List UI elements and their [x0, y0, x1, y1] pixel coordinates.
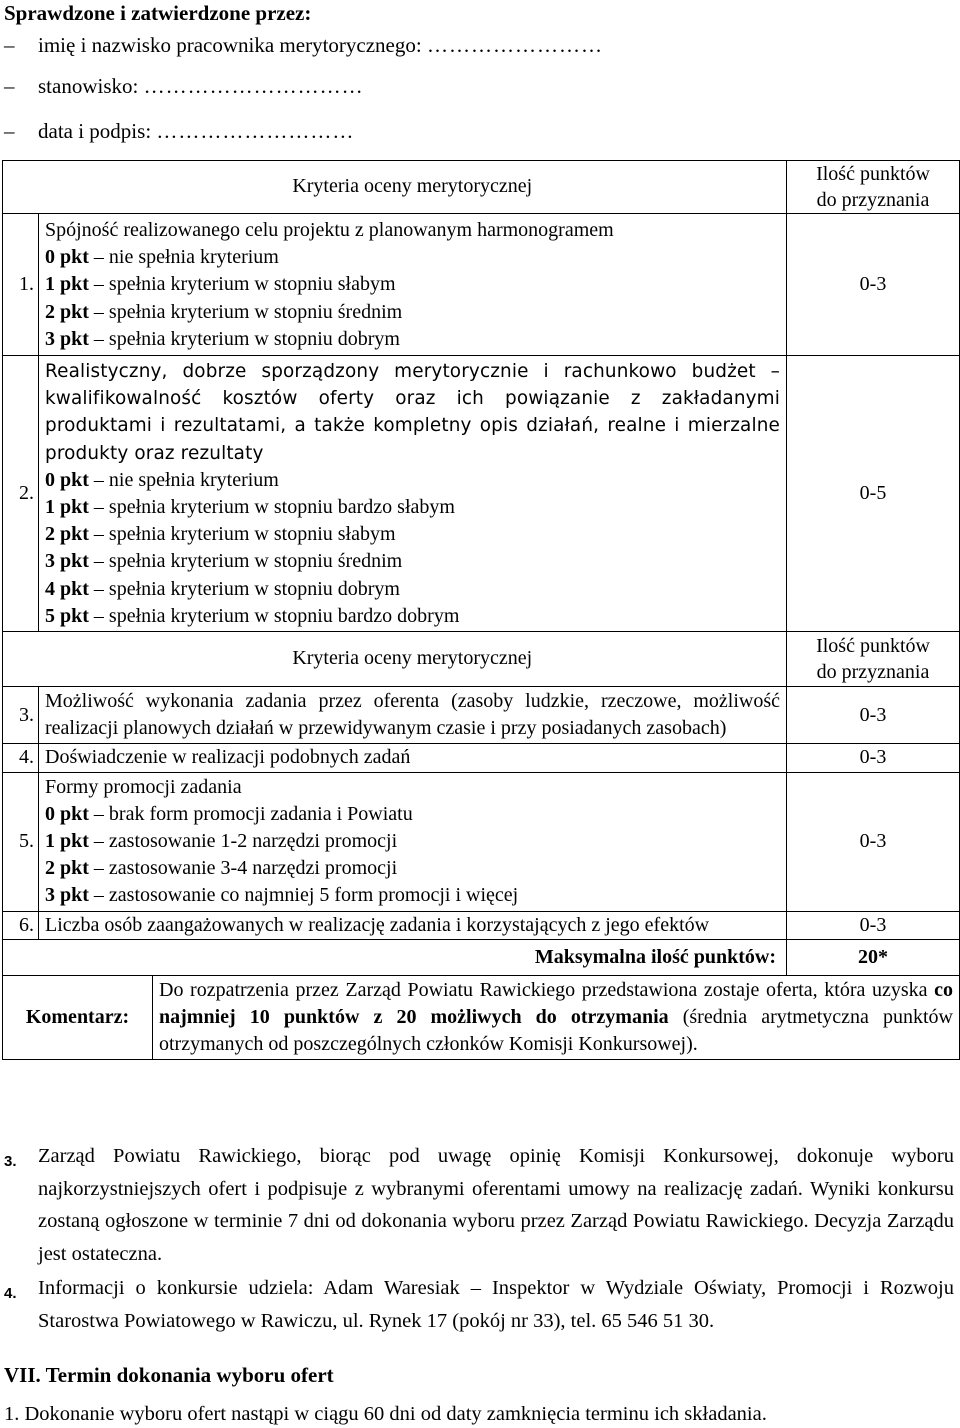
- scale-line: [45, 855, 780, 882]
- criteria-header: Kryteria oceny merytorycznej: [39, 161, 787, 214]
- criterion-cell: [39, 356, 787, 632]
- header-num-cell: [3, 632, 39, 687]
- points-header-line: do przyznania: [816, 661, 930, 684]
- scale-line: [45, 828, 780, 855]
- criterion-title: Formy promocji zadania: [45, 775, 242, 798]
- comment-text-bold: co najmniej 10 punktów z 20 możliwych do otrzymania: [159, 978, 954, 1029]
- criterion-description: Realistyczny, dobrze sporządzony merytorycznie i rachunkowo budżet – kwalifikowalność kosztów oferty oraz ich powiązanie z zakładanymi produktami i rezultatami, a także kompletny opis działań, realne i mierzalne produkty oraz rezultaty: [45, 361, 781, 464]
- criterion-description: Możliwość wykonania zadania przez oferenta (zasoby ludzkie, rzeczowe, możliwość realizacji planowych działań w przewidywanym czasie i przy posiadanych zasobach): [45, 690, 781, 740]
- scale-points: 3 pkt: [45, 550, 89, 573]
- dash-bullet: –: [4, 74, 15, 98]
- criteria-header: Kryteria oceny merytorycznej: [39, 632, 787, 687]
- table-row: [3, 356, 960, 632]
- scale-line: [45, 521, 780, 548]
- paragraph-number: 4.: [4, 1285, 17, 1302]
- scale-points: 2 pkt: [45, 857, 89, 880]
- points-cell: 0-3: [787, 687, 960, 744]
- scale-points: 0 pkt: [45, 802, 89, 825]
- approval-line-label: data i podpis:: [38, 119, 152, 143]
- scale-line: [45, 576, 780, 603]
- table-row: [3, 772, 960, 911]
- row-number: 4.: [3, 744, 39, 772]
- max-points-value: 20*: [787, 939, 960, 975]
- scale-text: – spełnia kryterium w stopniu słabym: [93, 523, 396, 546]
- scale-line: [45, 299, 780, 326]
- scale-points: 3 pkt: [45, 327, 89, 350]
- criterion-cell: [39, 687, 787, 744]
- scale-line: [45, 244, 780, 271]
- criteria-header-row: [3, 632, 960, 687]
- header-num-cell: [3, 161, 39, 214]
- scale-text: – nie spełnia kryterium: [93, 468, 279, 491]
- criterion-cell: [39, 911, 787, 939]
- paragraph-number: 3.: [4, 1153, 17, 1170]
- scale-line: [45, 494, 780, 521]
- scale-line: [45, 603, 780, 630]
- fill-in-dots: ……………………: [426, 33, 603, 57]
- criteria-table: [2, 160, 960, 1060]
- scale-line: [45, 326, 780, 353]
- scale-points: 1 pkt: [45, 830, 89, 853]
- scale-text: – spełnia kryterium w stopniu dobrym: [93, 577, 400, 600]
- approval-line-label: imię i nazwisko pracownika merytorycznego:: [38, 33, 422, 57]
- scale-points: 3 pkt: [45, 884, 89, 907]
- row-number: 5.: [3, 772, 39, 911]
- scale-points: 0 pkt: [45, 246, 89, 269]
- row-number: 3.: [3, 687, 39, 744]
- scale-points: 1 pkt: [45, 496, 89, 519]
- scale-points: 4 pkt: [45, 577, 89, 600]
- points-cell: 0-5: [787, 356, 960, 632]
- criterion-description: Liczba osób zaangażowanych w realizację zadania i korzystających z jego efektów: [45, 913, 710, 936]
- criterion-cell: [39, 772, 787, 911]
- max-points-row: [3, 939, 960, 975]
- table-row: [3, 744, 960, 772]
- approval-line-date-signature: [4, 118, 354, 144]
- scale-line: [45, 882, 780, 909]
- scale-text: – zastosowanie 3-4 narzędzi promocji: [93, 857, 398, 880]
- scale-text: – spełnia kryterium w stopniu dobrym: [93, 327, 400, 350]
- points-header-line: Ilość punktów: [816, 635, 930, 658]
- approval-line-name: [4, 32, 603, 58]
- comment-text-post: (średnia arytmetyczna punktów otrzymanych od poszczególnych członków Komisji Konkursowej).: [159, 1006, 953, 1056]
- paragraph-text: Informacji o konkursie udziela: Adam Waresiak – Inspektor w Wydziale Oświaty, Promocji i Rozwoju Starostwa Powiatowego w Rawiczu, ul. Rynek 17 (pokój nr 33), tel. 65 546 51 30.: [38, 1277, 954, 1332]
- scale-line: [45, 467, 780, 494]
- scale-line: [45, 271, 780, 298]
- points-header-line: do przyznania: [816, 189, 930, 211]
- points-header: [787, 161, 960, 214]
- max-points-label: Maksymalna ilość punktów:: [3, 939, 787, 975]
- criterion-cell: [39, 214, 787, 356]
- section-line: 1. Dokonanie wyboru ofert nastąpi w ciągu 60 dni od daty zamknięcia terminu ich składania.: [4, 1403, 767, 1425]
- points-cell: 0-3: [787, 214, 960, 356]
- points-cell: 0-3: [787, 911, 960, 939]
- scale-points: 0 pkt: [45, 468, 89, 491]
- criterion-description: Doświadczenie w realizacji podobnych zadań: [45, 746, 411, 769]
- comment-label: Komentarz:: [3, 975, 153, 1060]
- approval-line-position: [4, 73, 364, 99]
- dash-bullet: –: [4, 33, 15, 57]
- comment-text-pre: Do rozpatrzenia przez Zarząd Powiatu Rawickiego przedstawiona zostaje oferta, która uzyska: [159, 978, 935, 1001]
- criteria-header-row: [3, 161, 960, 214]
- row-number: 2.: [3, 356, 39, 632]
- table-row: [3, 687, 960, 744]
- scale-text: – spełnia kryterium w stopniu średnim: [93, 550, 403, 573]
- scale-text: – spełnia kryterium w stopniu słabym: [93, 273, 396, 296]
- approval-heading: Sprawdzone i zatwierdzone przez:: [4, 1, 312, 25]
- dash-bullet: –: [4, 119, 15, 143]
- scale-line: [45, 548, 780, 575]
- points-header-line: Ilość punktów: [816, 163, 930, 185]
- criterion-title: Spójność realizowanego celu projektu z planowanym harmonogramem: [45, 219, 614, 241]
- approval-line-label: stanowisko:: [38, 74, 139, 98]
- scale-text: – spełnia kryterium w stopniu bardzo dobrym: [93, 604, 460, 627]
- scale-points: 2 pkt: [45, 523, 89, 546]
- points-cell: 0-3: [787, 772, 960, 911]
- row-number: 1.: [3, 214, 39, 356]
- paragraph-3: [4, 1140, 954, 1271]
- scale-text: – nie spełnia kryterium: [93, 246, 279, 269]
- scale-line: [45, 801, 780, 828]
- scale-points: 2 pkt: [45, 300, 89, 323]
- scale-points: 1 pkt: [45, 273, 89, 296]
- paragraph-4: [4, 1272, 954, 1337]
- scale-text: – zastosowanie co najmniej 5 form promocji i więcej: [93, 884, 519, 907]
- table-row: [3, 214, 960, 356]
- scale-text: – zastosowanie 1-2 narzędzi promocji: [93, 830, 398, 853]
- scale-points: 5 pkt: [45, 604, 89, 627]
- scale-text: – brak form promocji zadania i Powiatu: [93, 802, 413, 825]
- points-header: [787, 632, 960, 687]
- scale-text: – spełnia kryterium w stopniu średnim: [93, 300, 403, 323]
- table-row: [3, 911, 960, 939]
- criterion-cell: [39, 744, 787, 772]
- paragraph-text: Zarząd Powiatu Rawickiego, biorąc pod uwagę opinię Komisji Konkursowej, dokonuje wyboru najkorzystniejszych ofert i podpisuje z wybranymi oferentami umowy na realizację zadań. Wyniki konkursu zostaną ogłoszone w terminie 7 dni od dokonania wyboru przez Zarząd Powiatu Rawickiego. Decyzja Zarządu jest ostateczna.: [38, 1145, 954, 1266]
- scale-text: – spełnia kryterium w stopniu bardzo słabym: [93, 496, 455, 519]
- fill-in-dots: ………………………: [156, 119, 355, 143]
- points-cell: 0-3: [787, 744, 960, 772]
- comment-text: [153, 975, 960, 1060]
- section-title: VII. Termin dokonania wyboru ofert: [4, 1363, 334, 1387]
- fill-in-dots: …………………………: [143, 74, 364, 98]
- comment-row: [3, 975, 960, 1060]
- row-number: 6.: [3, 911, 39, 939]
